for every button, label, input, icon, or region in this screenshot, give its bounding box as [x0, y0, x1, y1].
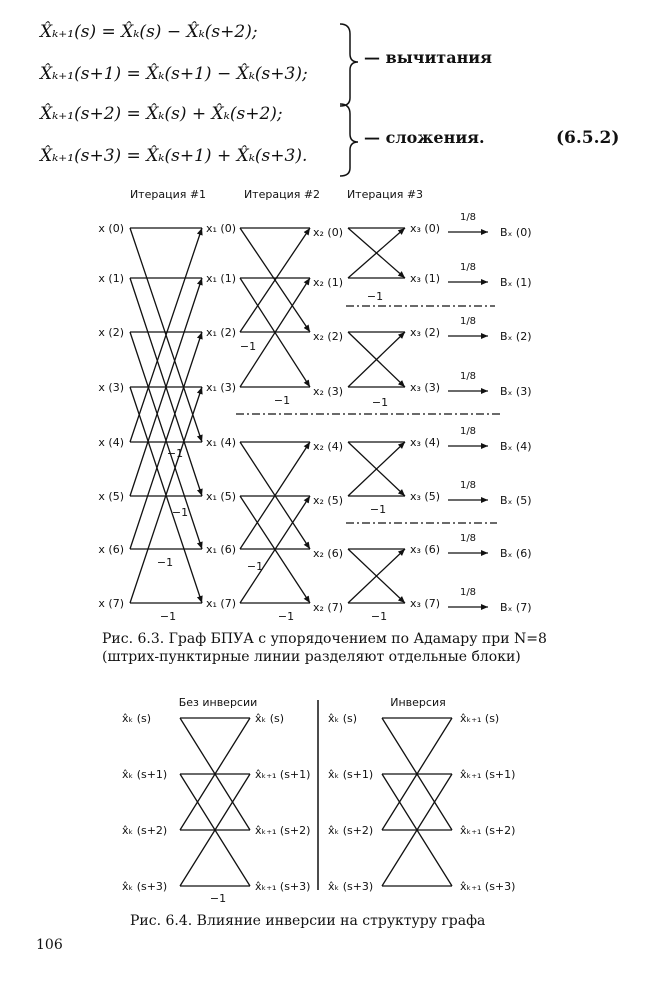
scale-label: 1/8: [459, 212, 477, 223]
brace-subtract: [340, 24, 358, 106]
stage1-label: x₁ (1): [206, 272, 236, 285]
stage1-label: x₁ (3): [206, 381, 236, 394]
stage3-label: x₃ (1): [410, 272, 440, 285]
stage2-label: x₂ (5): [313, 494, 343, 507]
output-label: Bₓ (1): [500, 276, 532, 289]
stage1-label: x₁ (6): [206, 543, 236, 556]
stage3-label: x₃ (2): [410, 326, 440, 339]
equation-braces: [330, 20, 370, 180]
stage2-label: x₂ (3): [313, 385, 343, 398]
scale-label: 1/8: [459, 533, 477, 544]
stage2-label: x₂ (1): [313, 276, 343, 289]
stage1-label: x₁ (4): [206, 436, 236, 449]
input-label: x (1): [98, 272, 124, 285]
input-label: x (7): [98, 597, 124, 610]
header-iteration-1: Итерация #1: [129, 188, 207, 201]
output-label: Bₓ (0): [500, 226, 532, 239]
scale-label: 1/8: [459, 426, 477, 437]
input-label: x (0): [98, 222, 124, 235]
stage2-label: x₂ (2): [313, 330, 343, 343]
minus-one-label: −1: [166, 447, 184, 460]
left-output-label: x̂ₖ (s): [255, 712, 285, 725]
stage2-label: x₂ (0): [313, 226, 343, 239]
fig63-caption-line1: Рис. 6.3. Граф БПУА с упорядочением по Адамару при N=8: [102, 631, 547, 647]
stage3-label: x₃ (0): [410, 222, 440, 235]
left-input-label: x̂ₖ (s+1): [122, 768, 168, 781]
header-iteration-2: Итерация #2: [243, 188, 321, 201]
left-output-label: x̂ₖ₊₁ (s+2): [255, 824, 311, 837]
left-input-label: x̂ₖ (s): [122, 712, 152, 725]
minus-one-label: −1: [277, 610, 295, 620]
stage1-label: x₁ (5): [206, 490, 236, 503]
minus-one-label: −1: [366, 290, 384, 303]
title-inversion: Инверсия: [390, 696, 446, 709]
scale-label: 1/8: [459, 480, 477, 491]
equation-number: (6.5.2): [556, 128, 620, 148]
left-input-label: x̂ₖ (s+3): [122, 880, 168, 893]
output-label: Bₓ (5): [500, 494, 532, 507]
label-subtract: — вычитания: [364, 48, 492, 67]
fig63-caption-line2: (штрих-пунктирные линии разделяют отдельные блоки): [102, 649, 521, 665]
label-add: — сложения.: [364, 128, 485, 147]
stage3-label: x₃ (6): [410, 543, 440, 556]
right-output-label: x̂ₖ₊₁ (s): [460, 712, 500, 725]
stage2-label: x₂ (6): [313, 547, 343, 560]
scale-label: 1/8: [459, 262, 477, 273]
output-label: Bₓ (4): [500, 440, 532, 453]
right-input-label: x̂ₖ (s+2): [328, 824, 374, 837]
stage1-label: x₁ (2): [206, 326, 236, 339]
minus-one-label: −1: [273, 394, 291, 407]
right-input-label: x̂ₖ (s): [328, 712, 358, 725]
left-output-label: x̂ₖ₊₁ (s+3): [255, 880, 311, 893]
title-no-inversion: Без инверсии: [178, 696, 258, 709]
minus-one-label: −1: [239, 340, 257, 353]
right-output-label: x̂ₖ₊₁ (s+2): [460, 824, 516, 837]
right-output-label: x̂ₖ₊₁ (s+3): [460, 880, 516, 893]
scale-label: 1/8: [459, 316, 477, 327]
minus-one-label: −1: [159, 610, 177, 620]
input-label: x (5): [98, 490, 124, 503]
equation-line-1: X̂ₖ₊₁(s) = X̂ₖ(s) − X̂ₖ(s+2);: [40, 22, 258, 42]
scale-label: 1/8: [459, 587, 477, 598]
stage3-label: x₃ (7): [410, 597, 440, 610]
stage3-label: x₃ (3): [410, 381, 440, 394]
minus-one-label: −1: [369, 503, 387, 516]
input-label: x (3): [98, 381, 124, 394]
flow-graph-labels: [98, 188, 531, 620]
stage1-label: x₁ (0): [206, 222, 236, 235]
equation-line-2: X̂ₖ₊₁(s+1) = X̂ₖ(s+1) − X̂ₖ(s+3);: [40, 64, 308, 84]
stage2-label: x₂ (7): [313, 601, 343, 614]
output-label: Bₓ (2): [500, 330, 532, 343]
figure-6-3: [0, 180, 652, 620]
minus-one-label: −1: [209, 892, 227, 905]
minus-one-label: −1: [246, 560, 264, 573]
scale-label: 1/8: [459, 371, 477, 382]
inversion-graph-lines: [180, 700, 452, 890]
header-iteration-3: Итерация #3: [346, 188, 424, 201]
right-input-label: x̂ₖ (s+1): [328, 768, 374, 781]
minus-one-label: −1: [156, 556, 174, 569]
stage3-label: x₃ (4): [410, 436, 440, 449]
right-input-label: x̂ₖ (s+3): [328, 880, 374, 893]
minus-one-label: −1: [371, 396, 389, 409]
right-output-label: x̂ₖ₊₁ (s+1): [460, 768, 516, 781]
output-label: Bₓ (7): [500, 601, 532, 614]
input-label: x (4): [98, 436, 124, 449]
left-input-label: x̂ₖ (s+2): [122, 824, 168, 837]
minus-one-label: −1: [370, 610, 388, 620]
fig64-caption: Рис. 6.4. Влияние инверсии на структуру графа: [130, 913, 486, 929]
equation-line-4: X̂ₖ₊₁(s+3) = X̂ₖ(s+1) + X̂ₖ(s+3).: [40, 146, 308, 166]
figure-6-4: [0, 690, 652, 905]
stage2-label: x₂ (4): [313, 440, 343, 453]
stage1-label: x₁ (7): [206, 597, 236, 610]
equation-line-3: X̂ₖ₊₁(s+2) = X̂ₖ(s) + X̂ₖ(s+2);: [40, 104, 283, 124]
brace-add: [340, 104, 358, 176]
page-number: 106: [36, 937, 63, 953]
output-label: Bₓ (6): [500, 547, 532, 560]
input-label: x (6): [98, 543, 124, 556]
minus-one-label: −1: [171, 506, 189, 519]
output-label: Bₓ (3): [500, 385, 532, 398]
left-output-label: x̂ₖ₊₁ (s+1): [255, 768, 311, 781]
input-label: x (2): [98, 326, 124, 339]
stage3-label: x₃ (5): [410, 490, 440, 503]
